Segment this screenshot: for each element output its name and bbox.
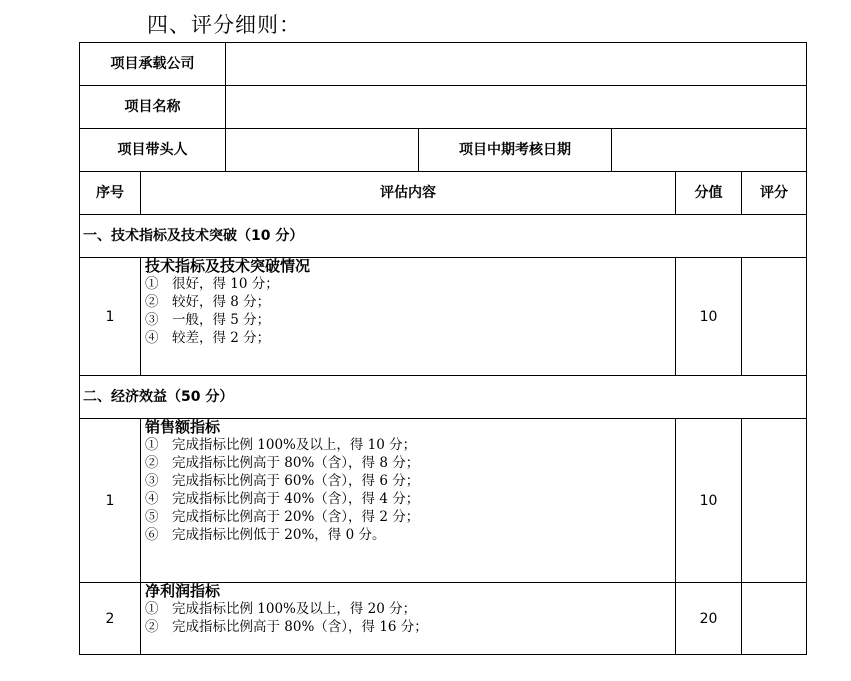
criteria-title: 技术指标及技术突破情况 bbox=[145, 257, 311, 275]
criteria-title: 净利润指标 bbox=[145, 582, 221, 600]
section-heading: 四、评分细则： bbox=[147, 13, 301, 37]
company-value-cell[interactable] bbox=[226, 43, 807, 86]
row-number: 2 bbox=[80, 583, 141, 655]
criteria-item: ① 完成指标比例 100%及以上，得 10 分； bbox=[145, 437, 417, 453]
criteria-item: ④ 完成指标比例高于 40%（含），得 4 分； bbox=[145, 491, 420, 507]
criteria-content bbox=[141, 419, 676, 583]
score-cell[interactable] bbox=[742, 583, 807, 655]
col-header-no: 序号 bbox=[80, 172, 141, 215]
table-row bbox=[80, 258, 807, 376]
score-cell[interactable] bbox=[742, 258, 807, 376]
project-name-label: 项目名称 bbox=[80, 86, 226, 129]
scoring-table bbox=[79, 42, 807, 655]
criteria-content bbox=[141, 583, 676, 655]
criteria-item: ⑥ 完成指标比例低于 20%，得 0 分。 bbox=[145, 527, 386, 543]
criteria-item: ② 完成指标比例高于 80%（含），得 8 分； bbox=[145, 455, 420, 471]
criteria-title: 销售额指标 bbox=[145, 418, 221, 436]
leader-label: 项目带头人 bbox=[80, 129, 226, 172]
table-row bbox=[80, 583, 807, 655]
criteria-item: ② 完成指标比例高于 80%（含），得 16 分； bbox=[145, 619, 428, 635]
company-label: 项目承载公司 bbox=[80, 43, 226, 86]
criteria-item: ③ 一般，得 5 分； bbox=[145, 312, 271, 328]
section-row bbox=[80, 215, 807, 258]
project-name-value-cell[interactable] bbox=[226, 86, 807, 129]
col-header-content: 评估内容 bbox=[141, 172, 676, 215]
table-row bbox=[80, 419, 807, 583]
leader-value-cell[interactable] bbox=[226, 129, 419, 172]
col-header-value: 分值 bbox=[676, 172, 742, 215]
criteria-item: ⑤ 完成指标比例高于 20%（含），得 2 分； bbox=[145, 509, 420, 525]
point-value: 10 bbox=[676, 258, 742, 376]
col-header-score: 评分 bbox=[742, 172, 807, 215]
criteria-item: ④ 较差，得 2 分； bbox=[145, 330, 271, 346]
leader-date-row bbox=[80, 129, 807, 172]
section-row bbox=[80, 376, 807, 419]
criteria-item: ① 完成指标比例 100%及以上，得 20 分； bbox=[145, 601, 417, 617]
row-number: 1 bbox=[80, 419, 141, 583]
midterm-date-label: 项目中期考核日期 bbox=[419, 129, 612, 172]
section-title: 二、经济效益（50 分） bbox=[80, 376, 807, 419]
criteria-content bbox=[141, 258, 676, 376]
score-cell[interactable] bbox=[742, 419, 807, 583]
row-number: 1 bbox=[80, 258, 141, 376]
company-row bbox=[80, 43, 807, 86]
column-header-row bbox=[80, 172, 807, 215]
project-name-row bbox=[80, 86, 807, 129]
point-value: 20 bbox=[676, 583, 742, 655]
section-title: 一、技术指标及技术突破（10 分） bbox=[80, 215, 807, 258]
midterm-date-value-cell[interactable] bbox=[612, 129, 807, 172]
criteria-item: ② 较好，得 8 分； bbox=[145, 294, 271, 310]
point-value: 10 bbox=[676, 419, 742, 583]
criteria-item: ③ 完成指标比例高于 60%（含），得 6 分； bbox=[145, 473, 420, 489]
criteria-item: ① 很好，得 10 分； bbox=[145, 276, 279, 292]
